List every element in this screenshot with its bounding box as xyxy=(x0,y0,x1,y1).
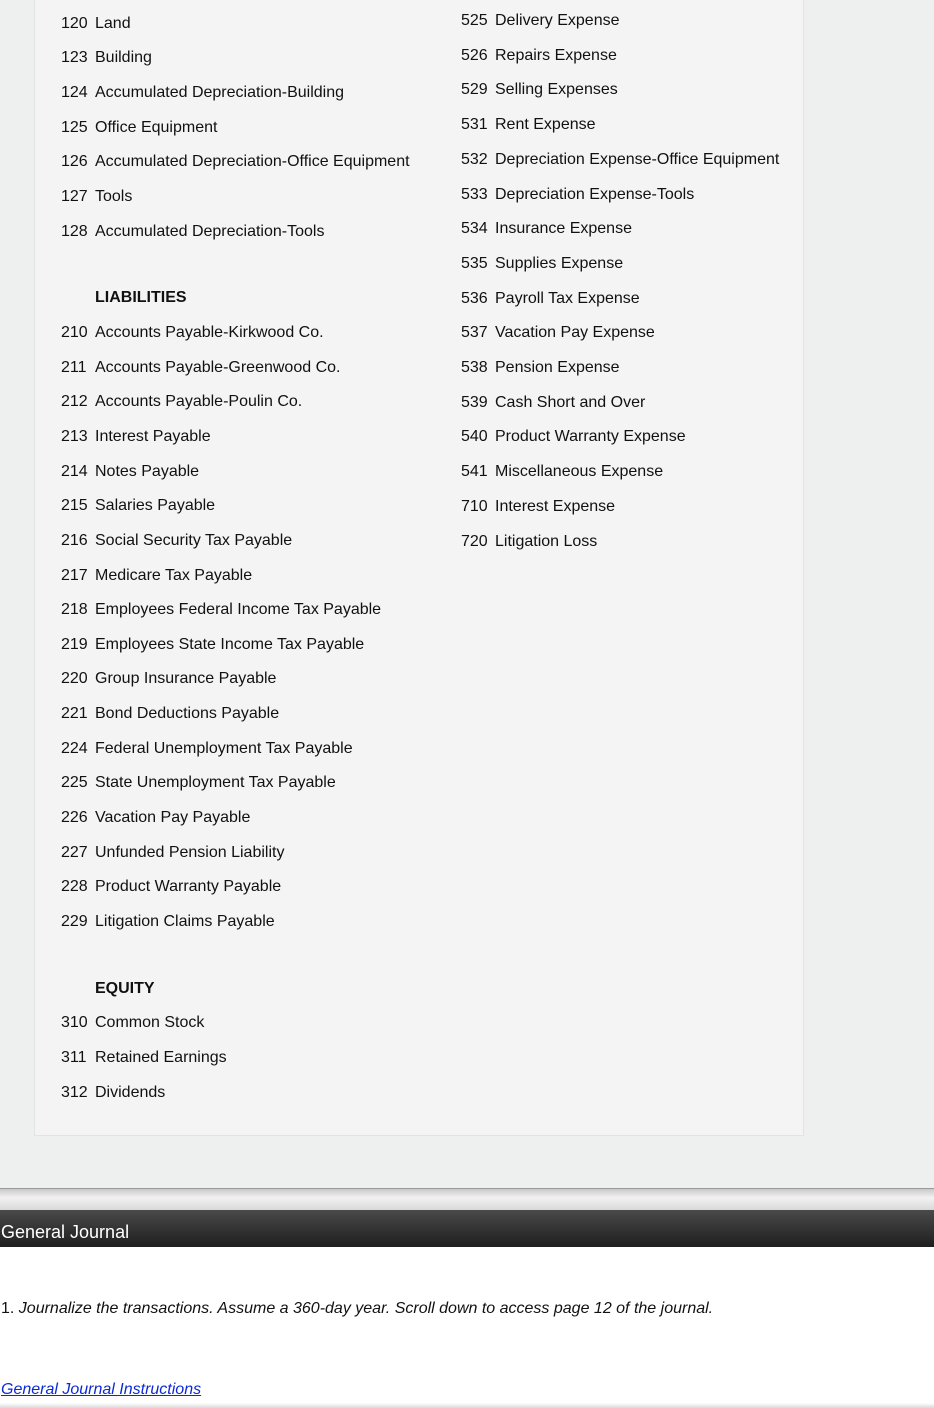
account-name: Product Warranty Payable xyxy=(95,878,282,895)
account-name: Repairs Expense xyxy=(495,47,617,64)
account-row xyxy=(61,83,344,103)
account-row xyxy=(61,358,340,378)
general-journal-header: General Journal xyxy=(0,1210,934,1247)
account-name: Employees Federal Income Tax Payable xyxy=(95,601,382,618)
section-heading-liabilities: LIABILITIES xyxy=(95,289,187,306)
account-number: 310 xyxy=(61,1014,88,1031)
account-number: 225 xyxy=(61,774,88,791)
account-row xyxy=(61,222,324,242)
account-name: Office Equipment xyxy=(95,119,218,136)
account-row xyxy=(461,11,620,31)
account-number: 537 xyxy=(461,324,488,341)
account-row xyxy=(61,48,152,68)
account-name: Notes Payable xyxy=(95,463,200,480)
account-row xyxy=(61,704,279,724)
account-number: 221 xyxy=(61,705,88,722)
account-row xyxy=(461,185,694,205)
account-row xyxy=(61,635,364,655)
account-row xyxy=(61,323,324,343)
account-row xyxy=(61,739,353,759)
instruction-text: Journalize the transactions. Assume a 360-day year. Scroll down to access page 12 of the journal. xyxy=(18,1300,714,1317)
account-name: Social Security Tax Payable xyxy=(95,532,293,549)
account-number: 720 xyxy=(461,533,488,550)
account-number: 531 xyxy=(461,116,488,133)
account-number: 219 xyxy=(61,636,88,653)
account-name: Accumulated Depreciation-Building xyxy=(95,84,345,101)
account-number: 124 xyxy=(61,84,88,101)
account-number: 213 xyxy=(61,428,88,445)
account-number: 534 xyxy=(461,220,488,237)
account-number: 218 xyxy=(61,601,88,618)
section-divider xyxy=(0,1188,934,1211)
account-number: 540 xyxy=(461,428,488,445)
account-number: 538 xyxy=(461,359,488,376)
account-number: 216 xyxy=(61,532,88,549)
account-row xyxy=(61,912,275,932)
account-row xyxy=(61,600,381,620)
account-number: 536 xyxy=(461,290,488,307)
account-row xyxy=(461,80,618,100)
account-row xyxy=(61,566,252,586)
account-row xyxy=(461,497,615,517)
account-row xyxy=(461,150,779,170)
account-row xyxy=(461,254,623,274)
account-number: 120 xyxy=(61,15,88,32)
account-row xyxy=(61,1013,204,1033)
account-name: Payroll Tax Expense xyxy=(495,290,640,307)
account-name: Interest Expense xyxy=(495,498,616,515)
account-number: 220 xyxy=(61,670,88,687)
account-name: Miscellaneous Expense xyxy=(495,463,664,480)
account-number: 532 xyxy=(461,151,488,168)
account-number: 211 xyxy=(61,359,87,376)
account-number: 533 xyxy=(461,186,488,203)
account-row xyxy=(61,392,302,412)
account-number: 127 xyxy=(61,188,88,205)
account-row xyxy=(461,115,596,135)
account-number: 123 xyxy=(61,49,88,66)
account-name: Accounts Payable-Greenwood Co. xyxy=(95,359,341,376)
account-row xyxy=(61,152,410,172)
account-row xyxy=(461,532,597,552)
account-row xyxy=(461,46,617,66)
account-name: Dividends xyxy=(95,1084,166,1101)
account-row xyxy=(61,14,131,34)
account-name: Accumulated Depreciation-Tools xyxy=(95,223,325,240)
account-number: 541 xyxy=(461,463,488,480)
account-row xyxy=(61,843,284,863)
account-name: Litigation Loss xyxy=(495,533,598,550)
account-row xyxy=(461,427,686,447)
general-journal-section xyxy=(0,1247,934,1408)
account-name: Salaries Payable xyxy=(95,497,216,514)
account-name: Vacation Pay Payable xyxy=(95,809,251,826)
account-name: Litigation Claims Payable xyxy=(95,913,275,930)
account-row xyxy=(461,393,645,413)
account-number: 210 xyxy=(61,324,88,341)
account-number: 217 xyxy=(61,567,88,584)
account-number: 312 xyxy=(61,1084,88,1101)
account-name: Common Stock xyxy=(95,1014,205,1031)
account-number: 229 xyxy=(61,913,88,930)
account-row xyxy=(461,219,632,239)
instruction-number: 1. xyxy=(1,1300,15,1317)
account-row xyxy=(61,187,132,207)
account-name: Rent Expense xyxy=(495,116,596,133)
account-name: Retained Earnings xyxy=(95,1049,227,1066)
account-name: Accumulated Depreciation-Office Equipment xyxy=(95,153,410,170)
account-row xyxy=(61,118,217,138)
account-number: 535 xyxy=(461,255,488,272)
account-name: Cash Short and Over xyxy=(495,394,646,411)
account-name: Bond Deductions Payable xyxy=(95,705,280,722)
account-name: Interest Payable xyxy=(95,428,211,445)
account-row xyxy=(61,808,250,828)
account-row xyxy=(61,462,199,482)
bottom-edge xyxy=(0,1403,934,1408)
general-journal-instructions-link[interactable]: General Journal Instructions xyxy=(1,1381,202,1398)
account-name: Pension Expense xyxy=(495,359,620,376)
account-row xyxy=(61,669,276,689)
account-number: 710 xyxy=(461,498,488,515)
account-number: 214 xyxy=(61,463,88,480)
account-name: Building xyxy=(95,49,152,66)
account-number: 539 xyxy=(461,394,488,411)
account-row xyxy=(461,323,655,343)
account-name: Group Insurance Payable xyxy=(95,670,277,687)
account-number: 228 xyxy=(61,878,88,895)
account-number: 126 xyxy=(61,153,88,170)
account-row xyxy=(461,462,663,482)
account-number: 224 xyxy=(61,740,88,757)
account-row xyxy=(61,1048,227,1068)
instruction-line xyxy=(1,1300,713,1318)
account-row xyxy=(461,358,620,378)
account-name: Land xyxy=(95,15,131,32)
account-number: 526 xyxy=(461,47,488,64)
account-name: Tools xyxy=(95,188,133,205)
account-name: Supplies Expense xyxy=(495,255,624,272)
section-heading-equity: EQUITY xyxy=(95,980,155,997)
account-name: Employees State Income Tax Payable xyxy=(95,636,365,653)
account-row xyxy=(61,773,336,793)
account-name: Product Warranty Expense xyxy=(495,428,686,445)
account-number: 215 xyxy=(61,497,88,514)
account-number: 529 xyxy=(461,81,488,98)
account-number: 125 xyxy=(61,119,88,136)
account-name: State Unemployment Tax Payable xyxy=(95,774,336,791)
account-row xyxy=(61,1083,165,1103)
account-row xyxy=(461,289,640,309)
account-name: Depreciation Expense-Tools xyxy=(495,186,695,203)
account-number: 311 xyxy=(61,1049,87,1066)
account-number: 212 xyxy=(61,393,88,410)
account-name: Selling Expenses xyxy=(495,81,618,98)
account-name: Accounts Payable-Kirkwood Co. xyxy=(95,324,324,341)
account-number: 128 xyxy=(61,223,88,240)
account-number: 227 xyxy=(61,844,88,861)
account-number: 525 xyxy=(461,12,488,29)
chart-of-accounts-panel xyxy=(34,0,804,1136)
account-name: Insurance Expense xyxy=(495,220,632,237)
account-name: Accounts Payable-Poulin Co. xyxy=(95,393,303,410)
account-row xyxy=(61,427,211,447)
account-name: Depreciation Expense-Office Equipment xyxy=(495,151,780,168)
account-name: Vacation Pay Expense xyxy=(495,324,655,341)
account-row xyxy=(61,531,292,551)
account-row xyxy=(61,877,281,897)
account-number: 226 xyxy=(61,809,88,826)
account-name: Delivery Expense xyxy=(495,12,620,29)
account-name: Medicare Tax Payable xyxy=(95,567,253,584)
account-row xyxy=(61,496,215,516)
account-name: Unfunded Pension Liability xyxy=(95,844,285,861)
account-name: Federal Unemployment Tax Payable xyxy=(95,740,353,757)
